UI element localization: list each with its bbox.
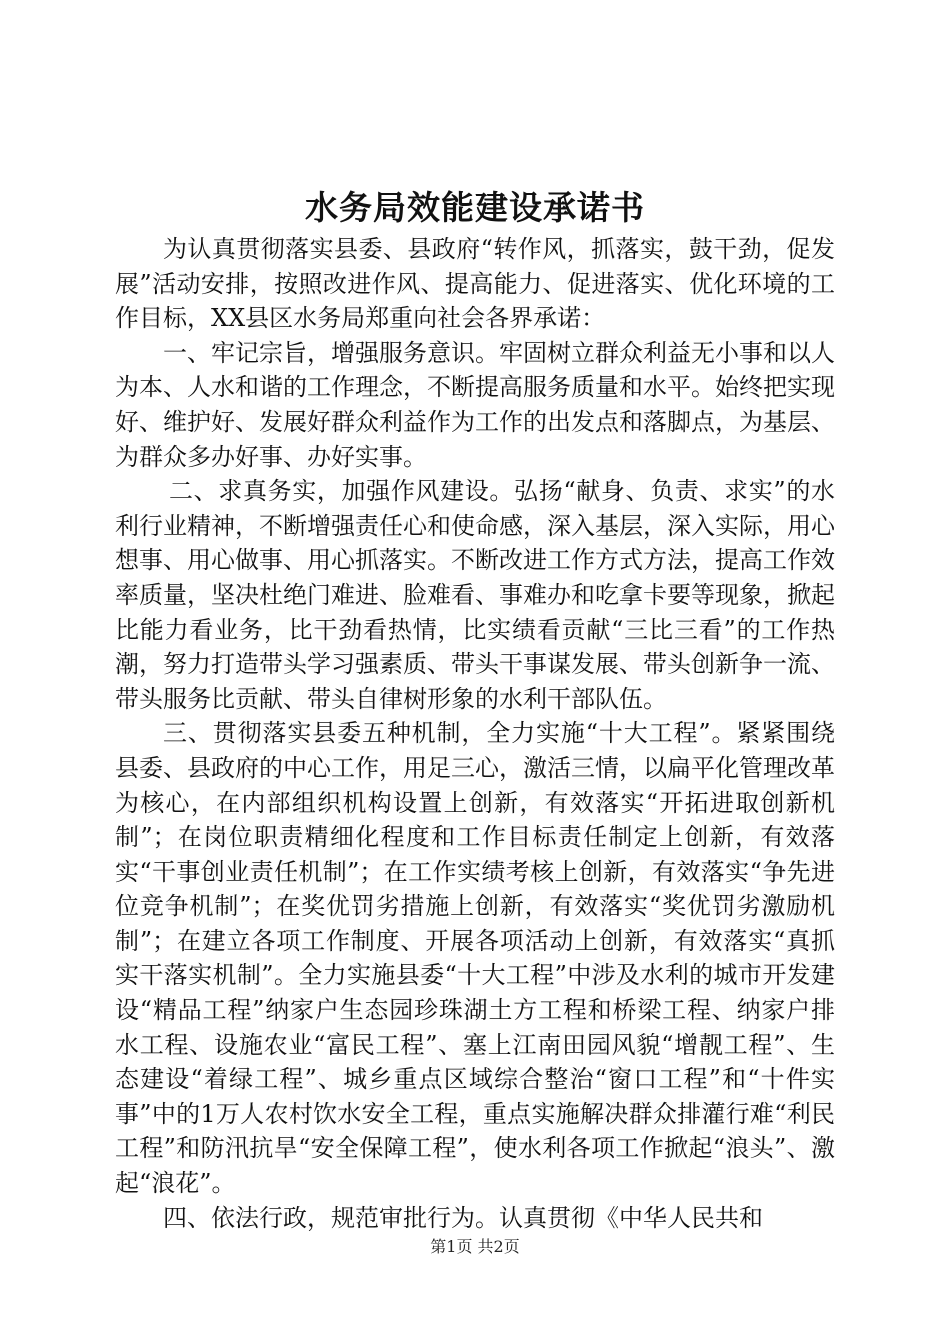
commitment-paragraph-2: 二、求真务实，加强作风建设。弘扬“献身、负责、求实”的水利行业精神，不断增强责任心和使命感，深入基层，深入实际，用心想事、用心做事、用心抓落实。不断改进工作方式方法，提高工作效率质量，坚决杜绝门难进、脸难看、事难办和吃拿卡要等现象，掀起比能力看业务，比干劲看热情，比实绩看贡献“三比三看”的工作热潮，努力打造带头学习强素质、带头干事谋发展、带头创新争一流、带头服务比贡献、带头自律树形象的水利干部队伍。 — [115, 477, 835, 713]
commitment-paragraph-4: 四、依法行政，规范审批行为。认真贯彻《中华人民共和 — [163, 1203, 763, 1232]
intro-paragraph: 为认真贯彻落实县委、县政府“转作风，抓落实，鼓干劲，促发展”活动安排，按照改进作风、提高能力、促进落实、优化环境的工作目标，XX县区水务局郑重向社会各界承诺： — [115, 235, 835, 333]
page-number-footer: 第1页 共2页 — [430, 1237, 520, 1256]
document-title: 水务局效能建设承诺书 — [305, 188, 645, 227]
commitment-paragraph-1: 一、牢记宗旨，增强服务意识。牢固树立群众利益无小事和以人为本、人水和谐的工作理念，不断提高服务质量和水平。始终把实现好、维护好、发展好群众利益作为工作的出发点和落脚点，为基层、为群众多办好事、办好实事。 — [115, 338, 835, 471]
commitment-paragraph-3: 三、贯彻落实县委五种机制，全力实施“十大工程”。紧紧围绕县委、县政府的中心工作，用足三心，激活三情，以扁平化管理改革为核心，在内部组织机构设置上创新，有效落实“开拓进取创新机制”；在岗位职责精细化程度和工作目标责任制定上创新，有效落实“干事创业责任机制”；在工作实绩考核上创新，有效落实“争先进位竞争机制”；在奖优罚劣措施上创新，有效落实“奖优罚劣激励机制”；在建立各项工作制度、开展各项活动上创新，有效落实“真抓实干落实机制”。全力实施县委“十大工程”中涉及水利的城市开发建设“精品工程”纳家户生态园珍珠湖土方工程和桥梁工程、纳家户排水工程、设施农业“富民工程”、塞上江南田园风貌“增靓工程”、生态建设“着绿工程”、城乡重点区域综合整治“窗口工程”和“十件实事”中的1万人农村饮水安全工程，重点实施解决群众排灌行难“利民工程”和防汛抗旱“安全保障工程”，使水利各项工作掀起“浪头”、激起“浪花”。 — [115, 719, 835, 1198]
document-body — [115, 232, 835, 1235]
